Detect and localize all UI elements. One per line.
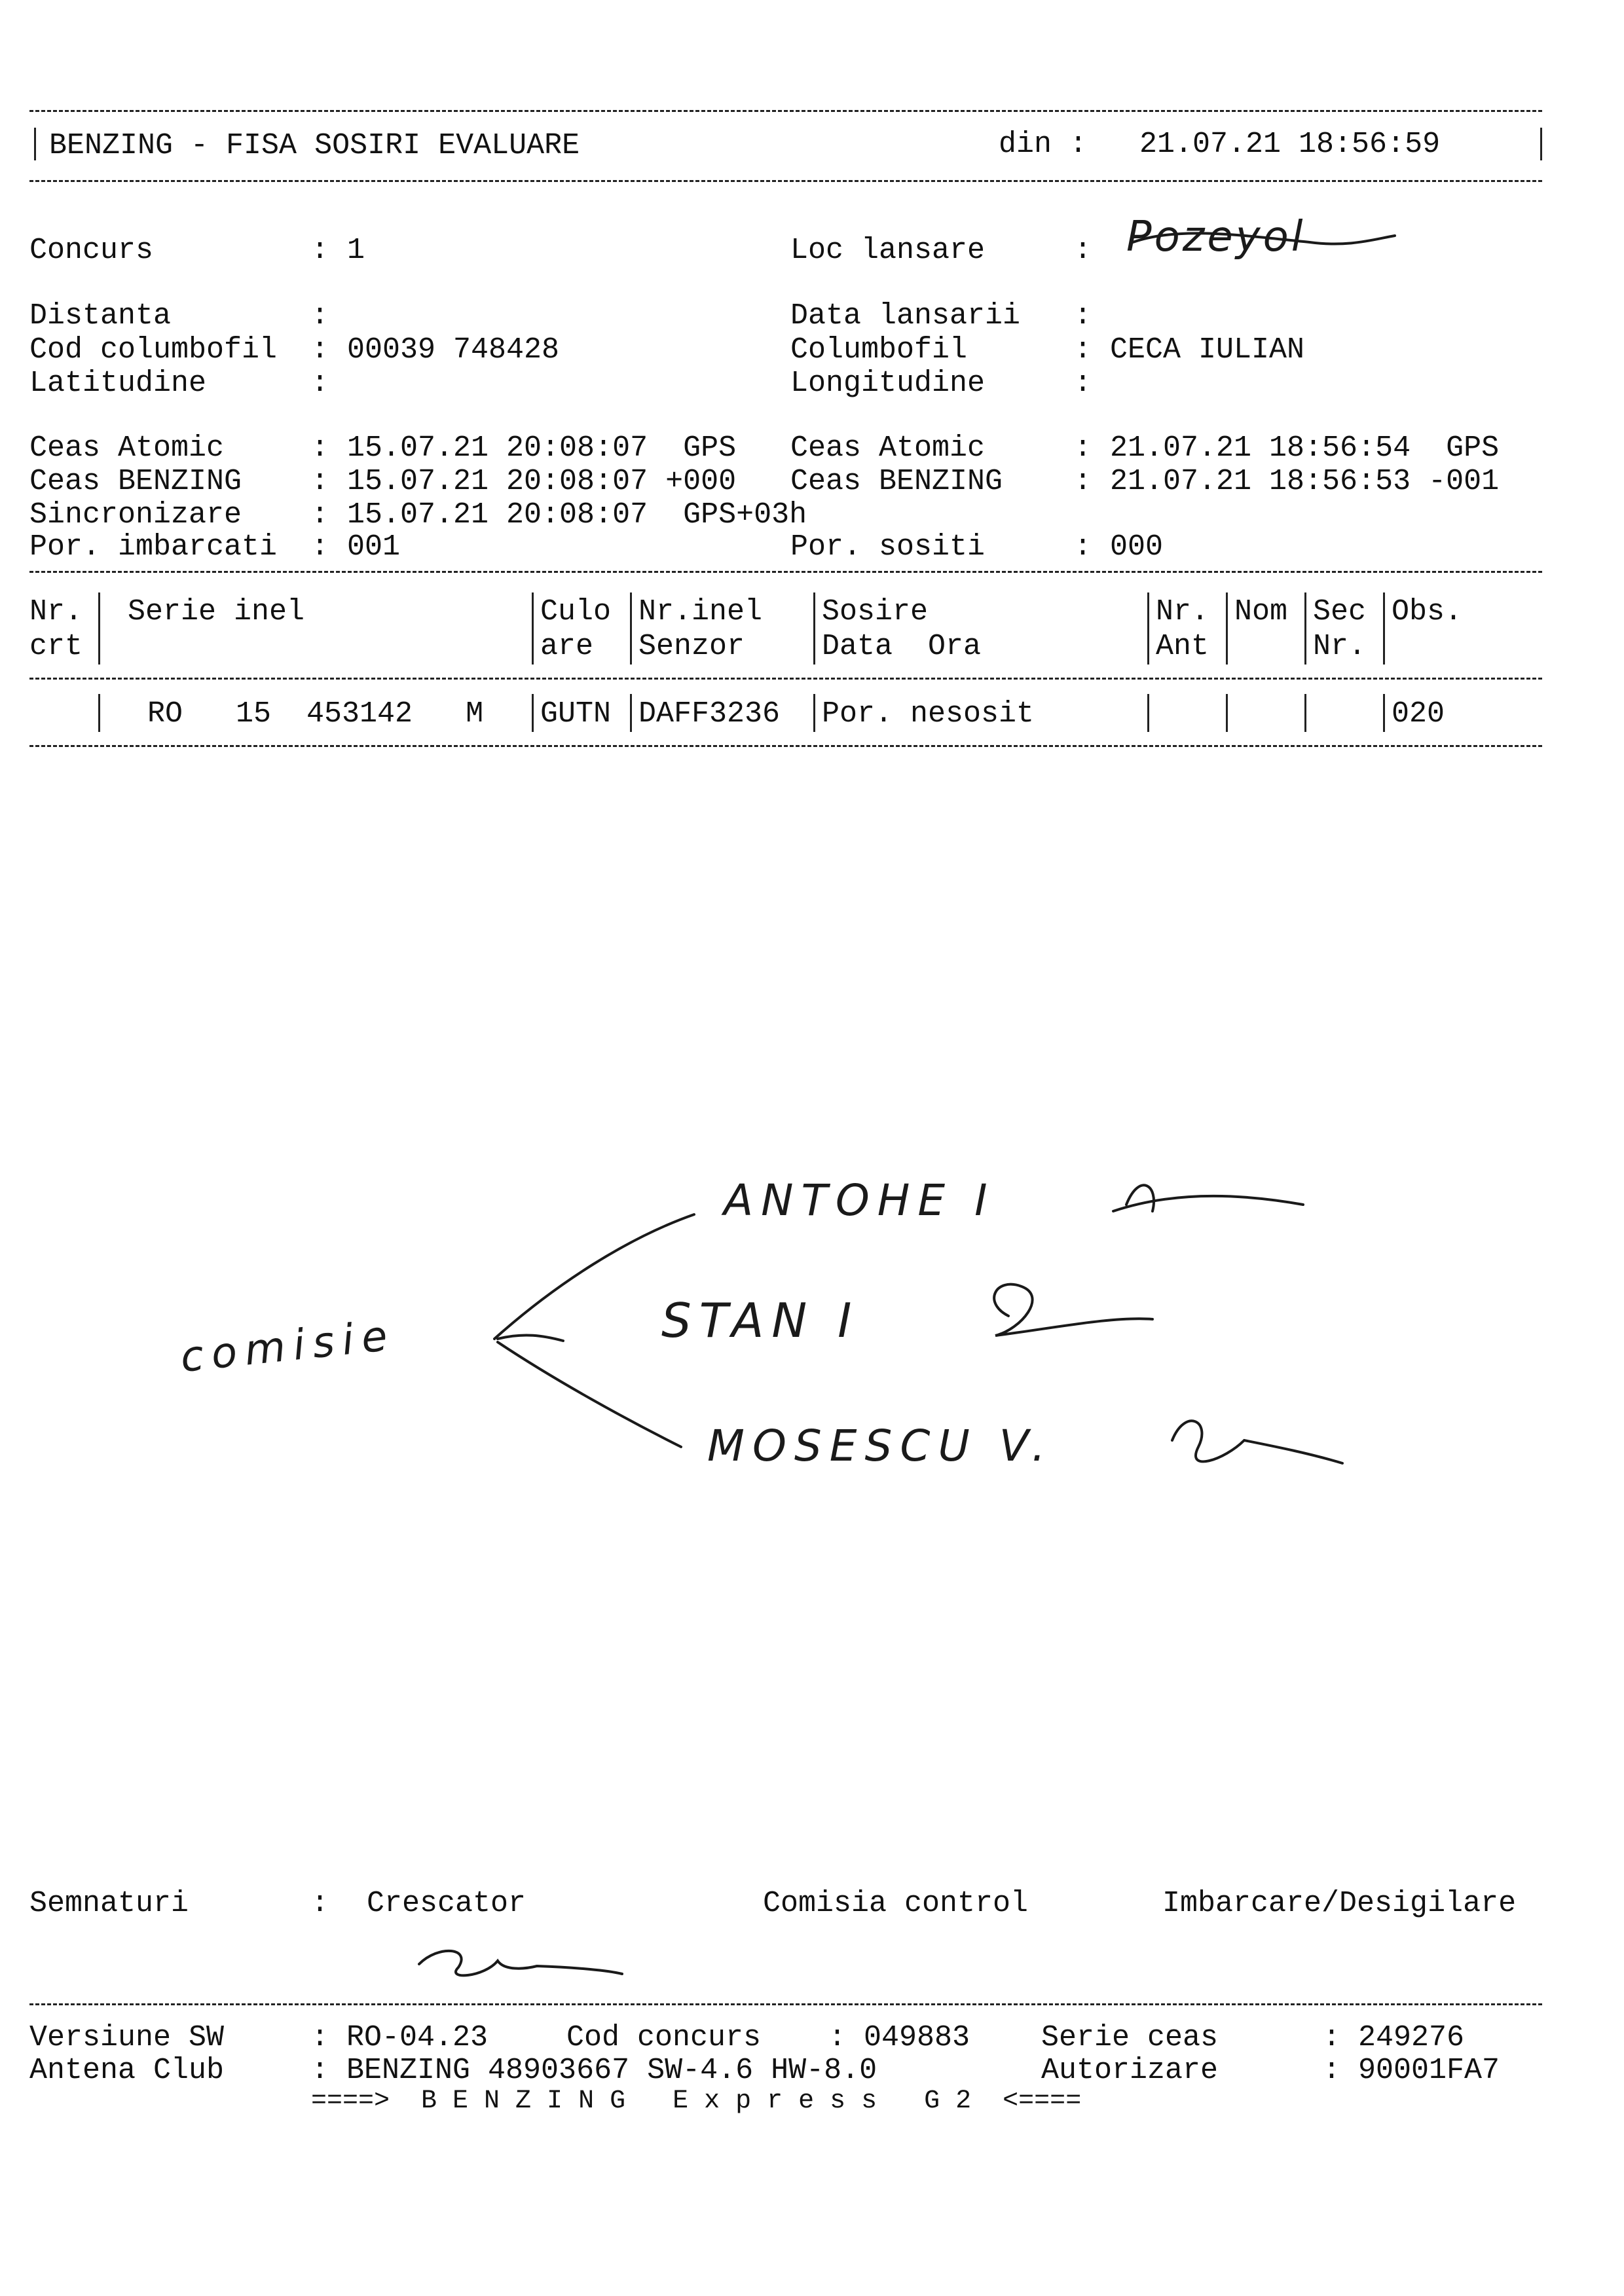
value-por-imbarcati: 001 bbox=[347, 530, 401, 564]
bracket-lower-line bbox=[498, 1342, 681, 1447]
benzing-express-banner: ====> B E N Z I N G E x p r e s s G 2 <==== bbox=[311, 2086, 1082, 2116]
th-serie-inel: Serie inel bbox=[128, 595, 305, 629]
sep-sincronizare: : bbox=[311, 498, 329, 532]
label-por-sositi: Por. sositi bbox=[790, 530, 986, 564]
label-ceas-benzing-start: Ceas BENZING bbox=[29, 465, 242, 498]
value-ceas-benzing-start: 15.07.21 20:08:07 +000 bbox=[347, 465, 737, 498]
sep-latitudine: : bbox=[311, 367, 329, 400]
value-antena-club: : BENZING 48903667 SW-4.6 HW-8.0 bbox=[311, 2054, 877, 2087]
label-autorizare: Autorizare bbox=[1041, 2054, 1219, 2087]
sep-semnaturi: : bbox=[311, 1887, 329, 1920]
label-latitudine: Latitudine bbox=[29, 367, 207, 400]
label-serie-ceas: Serie ceas bbox=[1041, 2021, 1219, 2054]
label-longitudine: Longitudine bbox=[790, 367, 986, 400]
value-por-sositi: 000 bbox=[1110, 530, 1164, 564]
value-sincronizare: 15.07.21 20:08:07 GPS+03h bbox=[347, 498, 807, 532]
th-sec-nr-2: Nr. bbox=[1313, 630, 1367, 663]
cell-culoare: GUTN bbox=[540, 697, 612, 731]
label-antena-club: Antena Club bbox=[29, 2054, 225, 2087]
th-nr-ant-2: Ant bbox=[1156, 630, 1209, 663]
value-ceas-atomic-end: 21.07.21 18:56:54 GPS bbox=[1110, 431, 1500, 465]
label-cod-concurs: Cod concurs bbox=[566, 2021, 762, 2054]
label-semnaturi: Semnaturi bbox=[29, 1887, 189, 1920]
label-distanta: Distanta bbox=[29, 299, 172, 333]
th-sec-nr-1: Sec bbox=[1313, 595, 1367, 629]
signature-mosescu bbox=[1172, 1421, 1342, 1463]
value-cod-concurs: : 049883 bbox=[828, 2021, 970, 2054]
sep-concurs: : bbox=[311, 234, 329, 267]
value-columbofil: CECA IULIAN bbox=[1110, 333, 1305, 367]
cell-senzor: DAFF3236 bbox=[638, 697, 781, 731]
th-obs: Obs. bbox=[1392, 595, 1463, 629]
hw-member-antohe: ANTOHE I bbox=[724, 1175, 995, 1226]
sep-columbofil: : bbox=[1074, 333, 1092, 367]
label-concurs: Concurs bbox=[29, 234, 154, 267]
value-cod-columbofil: 00039 748428 bbox=[347, 333, 560, 367]
sep-cod-columbofil: : bbox=[311, 333, 329, 367]
value-concurs: 1 bbox=[347, 234, 365, 267]
sep-por-sositi: : bbox=[1074, 530, 1092, 564]
cell-obs: 020 bbox=[1392, 697, 1445, 731]
loc-lansare-handwritten: Pozeyol bbox=[1126, 213, 1306, 261]
value-versiune-sw: : RO-04.23 bbox=[311, 2021, 489, 2054]
sep-loc-lansare: : bbox=[1074, 234, 1092, 267]
bracket-middle-line bbox=[498, 1335, 563, 1341]
th-nr-ant-1: Nr. bbox=[1156, 595, 1209, 629]
sep-ceas-atomic-start: : bbox=[311, 431, 329, 465]
hw-member-mosescu: MOSESCU V. bbox=[707, 1421, 1054, 1471]
sep-data-lansarii: : bbox=[1074, 299, 1092, 333]
value-autorizare: : 90001FA7 bbox=[1323, 2054, 1500, 2087]
footer-rule bbox=[29, 2003, 1542, 2005]
hw-comisie: comisie bbox=[178, 1311, 397, 1382]
th-nr-crt-2: crt bbox=[29, 630, 83, 663]
bracket-upper-line bbox=[494, 1214, 694, 1339]
signature-stan bbox=[994, 1285, 1153, 1336]
value-serie-ceas: : 249276 bbox=[1323, 2021, 1465, 2054]
cell-serie-inel: RO 15 453142 M bbox=[147, 697, 484, 731]
label-ceas-benzing-end: Ceas BENZING bbox=[790, 465, 1003, 498]
label-versiune-sw: Versiune SW bbox=[29, 2021, 225, 2054]
th-nom: Nom bbox=[1234, 595, 1288, 629]
header-din-value: 21.07.21 18:56:59 bbox=[1139, 128, 1441, 161]
label-imbarcare: Imbarcare/Desigilare bbox=[1162, 1887, 1517, 1920]
label-columbofil: Columbofil bbox=[790, 333, 968, 367]
label-por-imbarcati: Por. imbarcati bbox=[29, 530, 278, 564]
signature-crescator bbox=[419, 1951, 622, 1975]
sep-distanta: : bbox=[311, 299, 329, 333]
label-data-lansarii: Data lansarii bbox=[790, 299, 1021, 333]
hw-member-stan: STAN I bbox=[661, 1293, 860, 1348]
sep-por-imbarcati: : bbox=[311, 530, 329, 564]
th-sosire-1: Sosire bbox=[822, 595, 929, 629]
th-nr-inel-2: Senzor bbox=[638, 630, 745, 663]
value-ceas-atomic-start: 15.07.21 20:08:07 GPS bbox=[347, 431, 737, 465]
header-title: BENZING - FISA SOSIRI EVALUARE bbox=[49, 129, 580, 162]
sep-longitudine: : bbox=[1074, 367, 1092, 400]
sep-ceas-benzing-start: : bbox=[311, 465, 329, 498]
label-sincronizare: Sincronizare bbox=[29, 498, 242, 532]
signature-antohe bbox=[1113, 1185, 1303, 1211]
label-cod-columbofil: Cod columbofil bbox=[29, 333, 278, 367]
label-ceas-atomic-start: Ceas Atomic bbox=[29, 431, 225, 465]
cell-sosire: Por. nesosit bbox=[822, 697, 1035, 731]
th-culoare-2: are bbox=[540, 630, 594, 663]
sep-ceas-atomic-end: : bbox=[1074, 431, 1092, 465]
loc-lansare-scribble bbox=[1133, 233, 1395, 244]
label-crescator: Crescator bbox=[367, 1887, 526, 1920]
th-nr-crt-1: Nr. bbox=[29, 595, 83, 629]
label-comisia-control: Comisia control bbox=[763, 1887, 1029, 1920]
sep-ceas-benzing-end: : bbox=[1074, 465, 1092, 498]
th-culoare-1: Culo bbox=[540, 595, 612, 629]
label-ceas-atomic-end: Ceas Atomic bbox=[790, 431, 986, 465]
header-din-label: din : bbox=[999, 128, 1088, 161]
label-loc-lansare: Loc lansare bbox=[790, 234, 986, 267]
th-nr-inel-1: Nr.inel bbox=[638, 595, 763, 629]
th-sosire-2: Data Ora bbox=[822, 630, 982, 663]
value-ceas-benzing-end: 21.07.21 18:56:53 -001 bbox=[1110, 465, 1500, 498]
